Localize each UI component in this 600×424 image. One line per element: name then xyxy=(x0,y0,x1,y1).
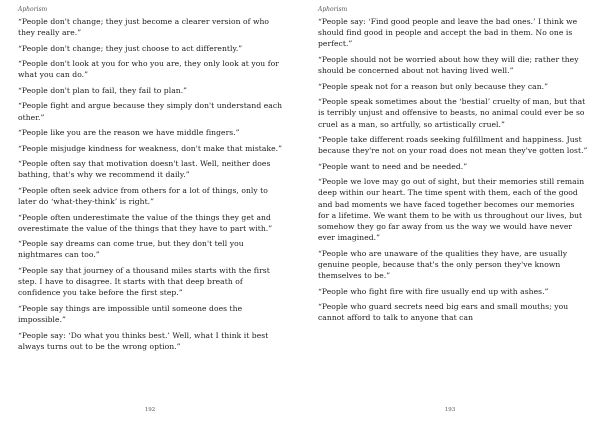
quote: “People often seek advice from others for a lot of things, only to later do ‘what-they-think’ is right.” xyxy=(18,185,268,207)
page-number: 193 xyxy=(444,407,456,413)
quote: “People like you are the reason we have middle fingers.” xyxy=(18,128,240,138)
quote-list xyxy=(18,16,286,352)
quote: “People should not be worried about how they will die; rather they should be concerned about not having lived well.” xyxy=(318,54,579,76)
quote: “People don't change; they just choose to act differently.” xyxy=(18,43,243,53)
quote: “People fight and argue because they simply don't understand each other.” xyxy=(18,101,283,122)
quote: “People say: ‘Find good people and leave the bad ones.’ I think we should find good in people and accept the bad in them. No one is perfect.” xyxy=(318,17,578,49)
quote: “People who guard secrets need big ears and small mouths; you cannot afford to talk to anyone that can xyxy=(318,302,569,323)
running-head: Aphorism xyxy=(318,6,348,13)
quote: “People we love may go out of sight, but their memories still remain deep within our heart. The time spent with them, each of the good and bad moments we have faced together becomes our memories for a lifetime. We want them to be with us throughout our lives, but somehow they go far away from us the way we would have never ever imagined.” xyxy=(318,177,585,243)
quote: “People who fight fire with fire usually end up with ashes.” xyxy=(318,286,549,296)
quote: “People want to need and be needed.” xyxy=(318,161,468,171)
quote: “People who are unaware of the qualities they have, are usually genuine people, because that's the only person they've known themselves to be.” xyxy=(318,248,568,281)
page-number: 192 xyxy=(144,407,156,413)
quote: “People don't look at you for who you are, they only look at you for what you can do.” xyxy=(18,59,279,80)
quote: “People don't plan to fail, they fail to plan.” xyxy=(18,85,188,95)
quote: “People take different roads seeking fulfillment and happiness. Just because they're not on your road does not mean they've gotten lost.” xyxy=(318,135,588,156)
quote: “People say that journey of a thousand miles starts with the first step. I have to disagree. It starts with that deep breath of confidence you take before the first step.” xyxy=(18,265,270,298)
quote: “People misjudge kindness for weakness, don't make that mistake.” xyxy=(18,143,283,153)
quote: “People say things are impossible until someone does the impossible.” xyxy=(18,303,243,325)
running-head: Aphorism xyxy=(18,6,48,13)
quote-list xyxy=(318,16,588,324)
right-page xyxy=(300,0,600,424)
quote: “People speak sometimes about the ‘bestial’ cruelty of man, but that is terribly unjust and offensive to beasts, no animal could ever be so cruel as a man, so artfully, so artistically cruel.” xyxy=(318,97,586,129)
quote: “People often underestimate the value of the things they get and overestimate the value of the things that they have to part with.” xyxy=(18,212,273,233)
quote: “People don't change; they just become a clearer version of who they really are.” xyxy=(18,17,270,38)
quote: “People often say that motivation doesn't last. Well, neither does bathing, that's why we recommend it daily.” xyxy=(18,159,271,180)
quote: “People say dreams can come true, but they don't tell you nightmares can too.” xyxy=(18,239,244,260)
quote: “People speak not for a reason but only because they can.” xyxy=(318,81,549,91)
quote: “People say: ‘Do what you thinks best.’ Well, what I think it best always turns out to be the wrong option.” xyxy=(18,330,269,351)
